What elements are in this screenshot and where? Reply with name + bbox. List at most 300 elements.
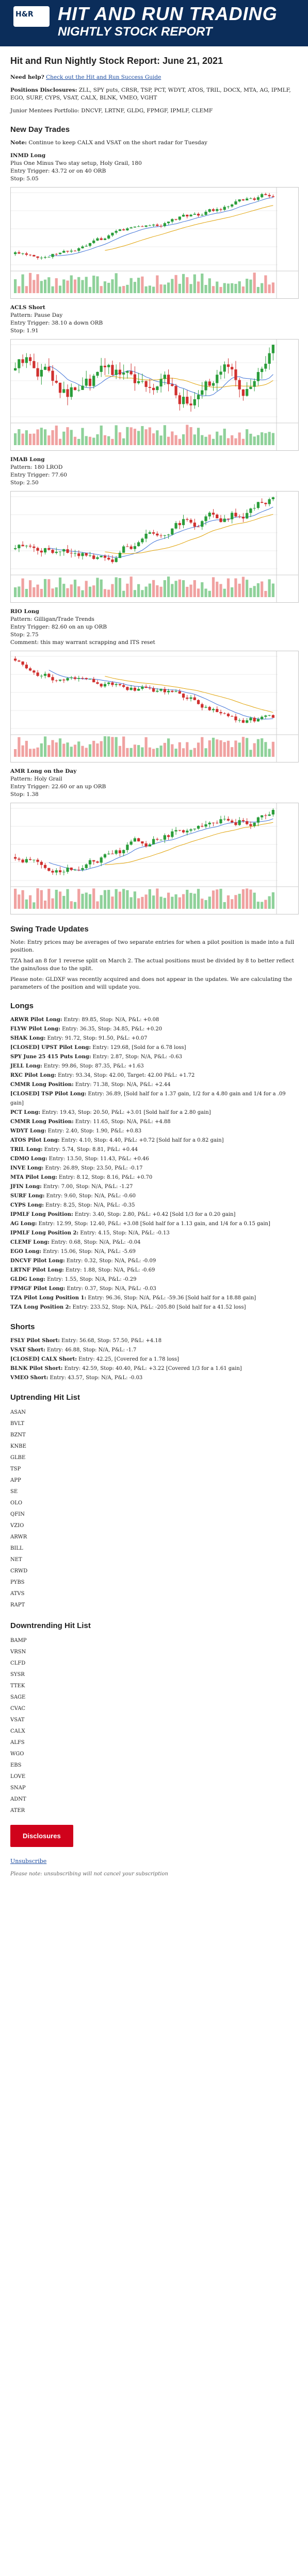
long-position-details: Entry: 15.06, Stop: N/A, P&L: -5.69 — [41, 1249, 136, 1255]
candle-body — [100, 857, 103, 862]
volume-bar — [145, 894, 148, 909]
candle-body — [197, 214, 200, 215]
candle-body — [126, 845, 128, 850]
short-position-details: Entry: 42.59, Stop: 40.40, P&L: +3.22 [Covered 1/3 for a 1.61 gain] — [62, 1366, 242, 1371]
long-position-details: Entry: 11.65, Stop: N/A, P&L: +4.88 — [73, 1119, 171, 1125]
volume-bar — [227, 741, 230, 757]
long-position-details: Entry: 89.85, Stop: N/A, P&L: +0.08 — [62, 1017, 159, 1023]
candle-body — [212, 383, 215, 386]
volume-bar — [219, 889, 222, 909]
long-position-details: Entry: 1.88, Stop: N/A, P&L: -0.69 — [63, 1267, 155, 1273]
candle-body — [212, 709, 215, 710]
candle-body — [238, 380, 241, 389]
long-position-ticker: CDMO Long: — [10, 1156, 47, 1162]
candle-body — [174, 523, 177, 529]
long-position — [10, 1127, 298, 1136]
volume-bar — [81, 894, 84, 909]
candle-body — [89, 860, 91, 865]
candle-body — [77, 678, 80, 679]
banner-title: HIT AND RUN TRADING — [58, 3, 278, 24]
volume-bar — [66, 742, 69, 757]
volume-bar — [74, 902, 76, 909]
volume-bar — [107, 890, 110, 909]
candle-body — [231, 716, 233, 717]
volume-bar — [197, 281, 200, 293]
candle-body — [59, 383, 61, 393]
volume-bar — [272, 282, 274, 293]
volume-bar — [164, 425, 166, 445]
candle-body — [96, 682, 99, 684]
volume-bar — [253, 436, 256, 445]
volume-bar — [85, 436, 88, 445]
volume-bar — [189, 427, 192, 445]
long-position-details: Entry: 4.15, Stop: N/A, P&L: -0.13 — [78, 1230, 170, 1236]
long-position-ticker: AG Long: — [10, 1221, 37, 1227]
long-position — [10, 1071, 298, 1080]
candle-body — [130, 227, 133, 228]
candle-body — [92, 679, 95, 682]
candle-body — [253, 508, 256, 509]
note-text: Continue to keep CALX and VSAT on the short radar for Tuesday — [28, 140, 207, 146]
volume-bar — [77, 741, 80, 757]
volume-bar — [126, 427, 128, 445]
volume-bar — [111, 439, 114, 445]
volume-bar — [227, 283, 230, 293]
shorts-list — [10, 1336, 298, 1383]
candle-body — [122, 685, 125, 687]
candle-body — [14, 548, 17, 549]
volume-bar — [92, 276, 95, 293]
volume-bar — [159, 587, 162, 597]
uptrending-ticker: GLBE — [10, 1455, 26, 1461]
candle-body — [208, 381, 211, 385]
volume-bar — [51, 740, 54, 757]
candle-body — [249, 387, 252, 389]
success-guide-link[interactable]: Check out the Hit and Run Success Guide — [46, 74, 161, 80]
candle-body — [122, 850, 125, 853]
candle-body — [223, 713, 226, 714]
candle-body — [74, 553, 76, 554]
volume-bar — [189, 284, 192, 293]
volume-bar — [223, 429, 226, 445]
candle-body — [227, 364, 230, 367]
volume-bar — [126, 285, 128, 293]
downtrending-ticker: ADNT — [10, 1797, 26, 1802]
volume-bar — [141, 748, 143, 757]
unsubscribe-link[interactable]: Unsubscribe — [10, 1858, 47, 1865]
volume-bar — [186, 742, 188, 757]
candle-body — [171, 832, 173, 837]
volume-bar — [261, 902, 263, 909]
candle-body — [66, 868, 69, 872]
disclosures-button[interactable]: Disclosures — [10, 1825, 73, 1847]
volume-bar — [40, 428, 43, 445]
candle-body — [219, 518, 222, 522]
candle-body — [182, 215, 185, 217]
volume-bar — [104, 281, 106, 293]
long-position — [10, 1053, 298, 1062]
long-position-ticker: IPMLF Long Position 2: — [10, 1230, 79, 1236]
uptrending-ticker: OLO — [10, 1500, 23, 1506]
long-position-details: Entry: 2.40, Stop: 1.90, P&L: +0.83 — [46, 1128, 142, 1134]
volume-bar — [21, 275, 24, 293]
trade-ticker: RIO Long — [10, 608, 39, 615]
uptrending-ticker: PYBS — [10, 1580, 25, 1585]
candle-body — [212, 209, 215, 211]
shorts-heading: Shorts — [10, 1323, 35, 1331]
volume-bar — [257, 583, 260, 597]
candle-body — [219, 819, 222, 823]
candle-body — [92, 376, 95, 386]
swing-note-3: Please note: GLDXF was recently acquired and does not appear in the updates. We are calculating the parameters of the position and will update you. — [10, 976, 293, 990]
volume-bar — [96, 578, 99, 597]
candle-body — [167, 375, 170, 384]
candle-body — [18, 359, 20, 368]
volume-bar — [174, 275, 177, 293]
trade-comment: Comment: this may warrant scrapping and ITS reset — [10, 639, 155, 646]
long-position-ticker: CYPS Long: — [10, 1202, 44, 1208]
volume-bar — [145, 429, 148, 445]
volume-bar — [74, 744, 76, 757]
trade-pattern: Pattern: Pause Day — [10, 312, 63, 318]
candle-body — [107, 558, 110, 560]
volume-bar — [104, 435, 106, 445]
volume-bar — [25, 741, 28, 757]
long-position — [10, 1034, 298, 1043]
candle-body — [111, 365, 114, 375]
candle-body — [242, 720, 245, 723]
long-position-ticker: ARWR Pilot Long: — [10, 1017, 62, 1023]
uptrending-ticker: CRWD — [10, 1568, 28, 1574]
short-position-ticker: VSAT Short: — [10, 1347, 45, 1353]
candle-body — [62, 251, 65, 253]
volume-bar — [115, 273, 118, 293]
candle-body — [85, 865, 88, 868]
volume-bar — [29, 434, 31, 445]
long-position-ticker: JFIN Long: — [10, 1184, 42, 1190]
long-position-details: Entry: 36.89, [Sold half for a 1.37 gain, 1/2 for a 4.80 gain and 1/4 for a .09 gain] — [10, 1091, 286, 1106]
candle-body — [201, 391, 203, 395]
candle-body — [257, 372, 260, 381]
volume-bar — [104, 890, 106, 909]
candle-body — [204, 824, 207, 826]
candle-body — [268, 715, 271, 716]
candle-body — [249, 718, 252, 720]
volume-bar — [29, 580, 31, 597]
candle-body — [36, 860, 39, 862]
candle-body — [171, 384, 173, 386]
candle-body — [25, 859, 28, 862]
candle-body — [25, 253, 28, 255]
candle-body — [59, 551, 61, 552]
volume-bar — [89, 894, 91, 909]
downtrending-ticker: ALFS — [10, 1740, 25, 1745]
volume-bar — [70, 275, 73, 293]
candle-body — [179, 395, 181, 404]
volume-bar — [261, 283, 263, 293]
volume-bar — [246, 580, 248, 597]
volume-bar — [21, 890, 24, 909]
swing-note-2: TZA had an 8 for 1 reverse split on March 2. The actual positions must be divided by 8 to better reflect the gains/loss due to the split. — [10, 958, 295, 972]
volume-bar — [167, 282, 170, 293]
candle-body — [186, 215, 188, 216]
trade-entry: Entry Trigger: 43.72 or on 40 ORB — [10, 168, 106, 174]
candle-body — [33, 547, 35, 548]
candle-body — [223, 364, 226, 371]
candle-body — [152, 225, 155, 226]
candle-body — [47, 548, 50, 550]
volume-bar — [261, 582, 263, 597]
candle-body — [171, 691, 173, 692]
candle-body — [44, 257, 46, 258]
volume-bar — [145, 737, 148, 757]
candle-body — [249, 824, 252, 826]
candle-body — [234, 201, 237, 205]
candle-body — [96, 861, 99, 862]
candle-body — [40, 551, 43, 552]
volume-bar — [201, 435, 203, 445]
long-position — [10, 1062, 298, 1071]
volume-bar — [33, 587, 35, 597]
volume-bar — [40, 589, 43, 597]
volume-bar — [272, 433, 274, 445]
trade-entry: Entry Trigger: 22.60 or an up ORB — [10, 784, 106, 790]
volume-bar — [107, 436, 110, 445]
long-position-details: Entry: 26.89, Stop: 23.50, P&L: -0.17 — [43, 1165, 143, 1171]
candle-body — [36, 257, 39, 258]
candle-body — [201, 521, 203, 527]
volume-bar — [164, 284, 166, 293]
volume-bar — [18, 286, 20, 293]
volume-bar — [111, 737, 114, 757]
candle-body — [92, 555, 95, 559]
candle-body — [137, 838, 140, 841]
trade-entry: Entry Trigger: 77.60 — [10, 472, 67, 478]
volume-bar — [253, 893, 256, 909]
long-position-details: Entry: 91.72, Stop: 91.50, P&L: +0.07 — [45, 1036, 148, 1041]
trade-pattern: Pattern: Gilligan/Trade Trends — [10, 616, 94, 622]
volume-bar — [92, 741, 95, 757]
volume-bar — [189, 750, 192, 757]
longs-heading: Longs — [10, 1002, 34, 1010]
candle-body — [171, 529, 173, 535]
volume-bar — [182, 894, 185, 909]
volume-bar — [152, 286, 155, 293]
volume-bar — [130, 577, 133, 597]
volume-bar — [51, 899, 54, 909]
volume-bar — [171, 584, 173, 597]
candle-body — [134, 227, 136, 228]
candle-body — [29, 255, 31, 256]
volume-bar — [227, 579, 230, 597]
long-position — [10, 1136, 298, 1145]
candle-body — [92, 241, 95, 243]
downtrending-ticker: CLFD — [10, 1660, 26, 1666]
stock-chart — [10, 651, 299, 762]
volume-bar — [182, 434, 185, 445]
long-position-ticker: INVE Long: — [10, 1165, 44, 1171]
candle-body — [242, 199, 245, 200]
volume-bar — [66, 889, 69, 909]
candle-body — [119, 684, 121, 685]
long-position-details: Entry: 8.12, Stop: 8.16, P&L: +0.70 — [57, 1175, 153, 1180]
long-position-details: Entry: 7.00, Stop: N/A, P&L: -1.27 — [41, 1184, 133, 1190]
volume-bar — [208, 896, 211, 909]
volume-bar — [36, 429, 39, 445]
long-position-details: Entry: 13.50, Stop: 11.43, P&L: +0.46 — [47, 1156, 149, 1162]
long-position-ticker: FLYW Pilot Long: — [10, 1026, 60, 1032]
candle-body — [141, 538, 143, 542]
new-day-note — [10, 139, 298, 147]
downtrending-ticker: TTEK — [10, 1683, 25, 1689]
long-position-ticker: CLEMF Long: — [10, 1240, 50, 1245]
volume-bar — [261, 738, 263, 757]
uptrending-ticker: RAPT — [10, 1602, 25, 1608]
volume-bar — [223, 742, 226, 757]
candle-body — [74, 677, 76, 679]
long-position-ticker: [CLOSED] UPST Pilot Long: — [10, 1045, 91, 1050]
candle-body — [261, 717, 263, 719]
uptrending-ticker: APP — [10, 1478, 21, 1483]
long-position-ticker: CMMR Long Position: — [10, 1082, 74, 1088]
volume-bar — [119, 892, 121, 909]
candle-body — [51, 871, 54, 872]
uptrending-heading: Uptrending Hit List — [10, 1393, 80, 1402]
short-position — [10, 1374, 298, 1383]
volume-bar — [201, 274, 203, 293]
volume-bar — [201, 582, 203, 597]
candle-body — [189, 520, 192, 522]
volume-bar — [70, 430, 73, 445]
volume-bar — [100, 286, 103, 293]
candle-body — [186, 831, 188, 832]
candle-body — [141, 687, 143, 689]
volume-bar — [212, 439, 215, 445]
candle-body — [119, 553, 121, 558]
candle-body — [216, 375, 218, 383]
long-position — [10, 1182, 298, 1192]
volume-bar — [29, 273, 31, 293]
candle-body — [231, 367, 233, 369]
candle-body — [107, 235, 110, 239]
volume-bar — [234, 284, 237, 293]
volume-bar — [164, 580, 166, 597]
long-position-ticker: PCT Long: — [10, 1110, 41, 1115]
candle-body — [212, 513, 215, 515]
volume-bar — [100, 895, 103, 909]
uptrending-ticker: SE — [10, 1489, 18, 1495]
volume-bar — [164, 743, 166, 757]
volume-bar — [216, 582, 218, 597]
candle-body — [272, 810, 274, 815]
long-position — [10, 1219, 298, 1229]
long-position-details: Entry: 96.36, Stop: N/A, P&L: -59.36 [Sold half for a 18.88 gain] — [86, 1295, 256, 1301]
candle-body — [89, 379, 91, 386]
volume-bar — [14, 749, 17, 757]
volume-bar — [212, 738, 215, 757]
long-position — [10, 1210, 298, 1219]
candle-body — [77, 248, 80, 251]
candle-body — [36, 548, 39, 551]
candle-body — [77, 390, 80, 391]
long-position — [10, 1275, 298, 1284]
volume-bar — [171, 897, 173, 909]
candle-body — [264, 716, 267, 717]
volume-bar — [44, 901, 46, 909]
volume-bar — [134, 282, 136, 293]
candle-body — [204, 212, 207, 215]
volume-bar — [77, 586, 80, 597]
long-position-details: Entry: 36.35, Stop: 34.85, P&L: +0.20 — [60, 1026, 163, 1032]
uptrending-ticker: VZIO — [10, 1523, 24, 1529]
candle-body — [261, 502, 263, 503]
candle-body — [59, 870, 61, 872]
volume-bar — [189, 893, 192, 909]
uptrending-ticker: ASAN — [10, 1410, 26, 1415]
volume-bar — [204, 589, 207, 597]
volume-bar — [186, 425, 188, 445]
moving-average-line — [105, 676, 273, 713]
uptrending-ticker: ATVS — [10, 1591, 25, 1597]
downtrending-ticker: EBS — [10, 1762, 22, 1768]
candle-body — [223, 519, 226, 522]
downtrending-ticker: SNAP — [10, 1785, 26, 1791]
junior-positions: Junior Mentees Portfolio: DNCVF, LRTNF, GLDG, FPMGF, IPMLF, CLEMF — [10, 108, 213, 114]
volume-bar — [74, 279, 76, 293]
candle-body — [246, 513, 248, 519]
volume-bar — [204, 285, 207, 293]
downtrending-ticker: CALX — [10, 1728, 25, 1734]
candle-body — [246, 389, 248, 396]
volume-bar — [130, 897, 133, 909]
volume-bar — [156, 748, 158, 757]
volume-bar — [126, 748, 128, 757]
volume-bar — [156, 430, 158, 445]
candle-body — [111, 233, 114, 235]
volume-bar — [242, 577, 245, 597]
positions-disclosure-label: Positions Disclosures: — [10, 87, 77, 93]
candle-body — [152, 839, 155, 844]
volume-bar — [208, 435, 211, 445]
positions-disclosure-text: ZLL, SPY puts, CRSR, TSP, PCT, WDYT, ATOS, TRIL, DOCX, MTA, AG, IPMLF, EGO, SURF, CYPS, VSAT, CALX, BLNK, VMEO, VGHT — [10, 87, 291, 101]
long-position — [10, 1173, 298, 1182]
volume-bar — [208, 740, 211, 757]
volume-bar — [18, 737, 20, 757]
volume-bar — [249, 280, 252, 293]
volume-bar — [119, 432, 121, 445]
long-position-details: Entry: 3.40, Stop: 2.80, P&L: +0.42 [Sold 1/3 for a 0.20 gain] — [73, 1212, 236, 1217]
candle-body — [174, 691, 177, 692]
short-position-details: Entry: 56.68, Stop: 57.50, P&L: +4.18 — [59, 1338, 162, 1344]
positions-disclosure — [10, 87, 298, 102]
volume-bar — [179, 742, 181, 757]
candle-body — [179, 830, 181, 831]
volume-bar — [44, 429, 46, 445]
candle-body — [193, 214, 196, 215]
candle-body — [92, 860, 95, 862]
volume-bar — [145, 587, 148, 597]
downtrending-ticker: SAGE — [10, 1694, 26, 1700]
volume-bar — [14, 587, 17, 597]
volume-bar — [204, 900, 207, 909]
volume-bar — [77, 889, 80, 909]
volume-bar — [201, 737, 203, 757]
candle-body — [18, 660, 20, 662]
volume-bar — [115, 737, 118, 757]
volume-bar — [130, 427, 133, 445]
candle-body — [238, 720, 241, 721]
volume-bar — [246, 738, 248, 757]
